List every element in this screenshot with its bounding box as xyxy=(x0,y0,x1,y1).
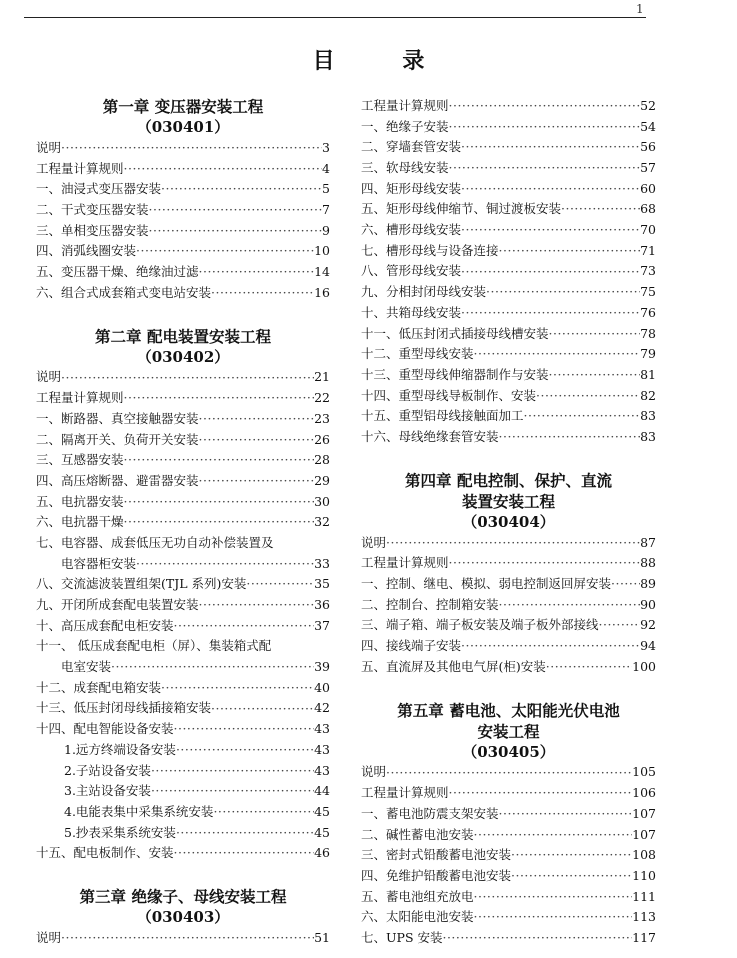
chapter-heading xyxy=(36,326,330,368)
toc-leader-dots xyxy=(386,763,632,784)
toc-entry-page: 81 xyxy=(640,366,656,382)
toc-entry xyxy=(361,220,656,241)
toc-entry-page: 107 xyxy=(632,805,656,821)
toc-leader-dots xyxy=(174,843,315,864)
page-title: 目 录 xyxy=(312,48,455,74)
toc-entry-label: 5.抄表采集系统安装 xyxy=(64,824,176,840)
toc-entry xyxy=(361,241,656,262)
toc-entry-page: 108 xyxy=(632,847,656,863)
toc-entry-label: 十二、重型母线安装 xyxy=(361,346,474,362)
header-rule xyxy=(24,17,646,18)
toc-entry-page: 51 xyxy=(314,929,330,945)
toc-leader-dots xyxy=(499,595,641,616)
toc-leader-dots xyxy=(111,657,314,678)
toc-entry xyxy=(36,368,330,389)
toc-entry-label: 三、软母线安装 xyxy=(361,160,449,176)
toc-entry-page: 35 xyxy=(314,576,330,592)
toc-entry-page: 43 xyxy=(314,721,330,737)
toc-entry-label: 三、单相变压器安装 xyxy=(36,222,149,238)
toc-entry xyxy=(361,636,656,657)
section-gap xyxy=(361,689,656,700)
toc-entry xyxy=(361,553,656,574)
toc-leader-dots xyxy=(524,406,641,427)
toc-entry xyxy=(361,262,656,283)
toc-entry-page: 26 xyxy=(314,431,330,447)
toc-entry-page: 28 xyxy=(314,452,330,468)
toc-entry-label: 十四、配电智能设备安装 xyxy=(36,721,174,737)
chapter-title-cont: 装置安装工程 xyxy=(461,491,555,511)
toc-entry-page: 45 xyxy=(314,803,330,819)
toc-leader-dots xyxy=(151,781,314,802)
toc-entry-page: 76 xyxy=(640,304,656,320)
toc-entry xyxy=(361,117,656,138)
toc-entry-page: 44 xyxy=(314,783,330,799)
toc-entry-page: 107 xyxy=(632,826,656,842)
toc-entry xyxy=(361,344,656,365)
toc-entry-label: 十四、重型母线导板制作、安装 xyxy=(361,387,537,403)
toc-subentry xyxy=(36,761,330,782)
toc-entry-page: 68 xyxy=(640,201,656,217)
toc-entry-page: 75 xyxy=(640,284,656,300)
toc-entry-label: 3.主站设备安装 xyxy=(64,783,151,799)
section-gap xyxy=(36,304,330,315)
toc-entry-label: 九、开闭所成套配电装置安装 xyxy=(36,597,199,613)
toc-leader-dots xyxy=(161,678,314,699)
toc-entry-label: 二、碱性蓄电池安装 xyxy=(361,826,474,842)
chapter-heading xyxy=(361,470,656,533)
toc-leader-dots xyxy=(176,740,314,761)
toc-leader-dots xyxy=(549,324,641,345)
toc-entry-page: 14 xyxy=(314,264,330,280)
toc-entry xyxy=(36,554,330,575)
toc-leader-dots xyxy=(449,158,641,179)
toc-entry-page: 22 xyxy=(314,390,330,406)
toc-entry-label: 二、干式变压器安装 xyxy=(36,202,149,218)
toc-leader-dots xyxy=(461,220,640,241)
toc-entry-label: 说明 xyxy=(36,139,62,155)
toc-entry xyxy=(361,282,656,303)
chapter-heading xyxy=(36,886,330,928)
toc-entry-label: 一、油浸式变压器安装 xyxy=(36,181,162,197)
toc-leader-dots xyxy=(449,553,641,574)
toc-leader-dots xyxy=(161,179,322,200)
toc-entry-page: 71 xyxy=(640,242,656,258)
toc-entry-label: 七、UPS 安装 xyxy=(361,929,443,945)
toc-entry xyxy=(361,365,656,386)
toc-leader-dots xyxy=(461,262,640,283)
toc-entry xyxy=(36,719,330,740)
toc-entry-label: 说明 xyxy=(36,369,62,385)
toc-leader-dots xyxy=(61,928,314,949)
toc-entry xyxy=(361,533,656,554)
toc-entry xyxy=(361,303,656,324)
toc-leader-dots xyxy=(149,221,323,242)
toc-entry xyxy=(361,158,656,179)
toc-entry-page: 100 xyxy=(632,658,656,674)
section-gap xyxy=(361,448,656,459)
toc-leader-dots xyxy=(474,825,633,846)
toc-leader-dots xyxy=(499,241,641,262)
toc-leader-dots xyxy=(213,802,314,823)
toc-entry-label: 十五、重型铝母线接触面加工 xyxy=(361,408,524,424)
section-gap xyxy=(361,678,656,689)
toc-entry-label: 四、矩形母线安装 xyxy=(361,180,462,196)
toc-entry-label: 说明 xyxy=(36,929,62,945)
toc-entry-label: 五、电抗器安装 xyxy=(36,493,124,509)
toc-subentry xyxy=(36,740,330,761)
toc-leader-dots xyxy=(211,699,314,720)
toc-entry-page: 52 xyxy=(640,97,656,113)
toc-entry xyxy=(361,928,656,949)
toc-entry-page: 83 xyxy=(640,428,656,444)
toc-entry xyxy=(36,471,330,492)
toc-entry-page: 42 xyxy=(314,700,330,716)
toc-entry xyxy=(36,283,330,304)
toc-entry xyxy=(361,324,656,345)
toc-entry xyxy=(361,783,656,804)
toc-leader-dots xyxy=(546,657,632,678)
toc-entry xyxy=(361,845,656,866)
toc-entry xyxy=(36,241,330,262)
toc-entry xyxy=(36,843,330,864)
toc-entry-label: 六、电抗器干燥 xyxy=(36,514,124,530)
section-gap xyxy=(36,315,330,326)
toc-entry xyxy=(361,763,656,784)
toc-entry-page: 60 xyxy=(640,180,656,196)
toc-leader-dots xyxy=(442,928,632,949)
section-gap xyxy=(36,875,330,886)
toc-entry xyxy=(361,199,656,220)
toc-leader-dots xyxy=(149,200,323,221)
toc-entry-page: 40 xyxy=(314,679,330,695)
toc-leader-dots xyxy=(474,907,633,928)
toc-leader-dots xyxy=(449,117,641,138)
chapter-title: 第五章 蓄电池、太阳能光伏电池 xyxy=(397,700,620,720)
toc-leader-dots xyxy=(61,138,322,159)
toc-entry-page: 43 xyxy=(314,762,330,778)
toc-leader-dots xyxy=(174,719,315,740)
toc-entry-label: 二、控制台、控制箱安装 xyxy=(361,596,499,612)
toc-entry-label: 十三、低压封闭母线插接箱安装 xyxy=(36,700,212,716)
toc-entry-label: 十五、配电板制作、安装 xyxy=(36,845,174,861)
toc-entry-page: 70 xyxy=(640,222,656,238)
toc-entry-page: 39 xyxy=(314,659,330,675)
toc-entry xyxy=(36,221,330,242)
toc-entry-label: 二、隔离开关、负荷开关安装 xyxy=(36,431,199,447)
toc-leader-dots xyxy=(461,137,640,158)
toc-entry-label: 九、分相封闭母线安装 xyxy=(361,284,487,300)
toc-leader-dots xyxy=(461,636,640,657)
toc-entry-page: 54 xyxy=(640,118,656,134)
chapter-code: （030404） xyxy=(462,512,555,531)
toc-entry-page: 83 xyxy=(640,408,656,424)
chapter-code: （030401） xyxy=(136,118,230,136)
toc-entry-page: 4 xyxy=(322,160,330,176)
toc-entry xyxy=(36,492,330,513)
toc-entry-label: 八、交流滤波装置组架(TJL 系列)安装 xyxy=(36,576,247,592)
toc-leader-dots xyxy=(536,386,640,407)
toc-entry-page: 89 xyxy=(640,576,656,592)
chapter-title: 第二章 配电装置安装工程 xyxy=(95,326,271,346)
toc-entry xyxy=(36,262,330,283)
toc-entry-label: 八、管形母线安装 xyxy=(361,263,462,279)
toc-entry-page: 105 xyxy=(632,764,656,780)
toc-entry xyxy=(361,887,656,908)
toc-entry xyxy=(36,409,330,430)
toc-entry-label: 十二、成套配电箱安装 xyxy=(36,679,162,695)
toc-entry-label: 工程量计算规则 xyxy=(36,390,124,406)
toc-entry xyxy=(36,699,330,720)
toc-entry-label: 十一、低压封闭式插接母线槽安装 xyxy=(361,325,549,341)
toc-entry-page: 82 xyxy=(640,387,656,403)
toc-entry-label: 一、控制、继电、模拟、弱电控制返回屏安装 xyxy=(361,576,612,592)
toc-entry-label: 二、穿墙套管安装 xyxy=(361,139,462,155)
toc-entry-page: 7 xyxy=(322,202,330,218)
toc-entry xyxy=(361,406,656,427)
toc-leader-dots xyxy=(199,430,315,451)
toc-subentry xyxy=(36,823,330,844)
toc-entry xyxy=(361,179,656,200)
toc-entry-page: 92 xyxy=(640,617,656,633)
chapter-code: （030403） xyxy=(136,908,230,926)
toc-leader-dots xyxy=(199,471,315,492)
toc-entry-page: 57 xyxy=(640,160,656,176)
toc-leader-dots xyxy=(474,344,641,365)
toc-entry xyxy=(361,825,656,846)
toc-entry xyxy=(36,657,330,678)
toc-entry-label: 工程量计算规则 xyxy=(361,97,449,113)
toc-entry-page: 94 xyxy=(640,638,656,654)
toc-leader-dots xyxy=(211,283,314,304)
chapter-title: 第三章 绝缘子、母线安装工程 xyxy=(79,887,287,906)
toc-leader-dots xyxy=(599,615,641,636)
toc-entry-page: 79 xyxy=(640,346,656,362)
toc-entry-page: 45 xyxy=(314,824,330,840)
toc-leader-dots xyxy=(199,262,315,283)
toc-entry-page: 3 xyxy=(322,139,330,155)
toc-entry-label: 4.电能表集中采集系统安装 xyxy=(64,803,214,819)
toc-entry-label: 五、变压器干燥、绝缘油过滤 xyxy=(36,264,199,280)
toc-leader-dots xyxy=(246,574,314,595)
toc-entry-label: 五、直流屏及其他电气屏(柜)安装 xyxy=(361,658,546,674)
toc-leader-dots xyxy=(386,533,640,554)
toc-entry-label: 十六、母线绝缘套管安装 xyxy=(361,428,499,444)
toc-entry-page: 90 xyxy=(640,596,656,612)
toc-entry-page: 37 xyxy=(314,617,330,633)
toc-entry-label: 电容器柜安装 xyxy=(61,555,137,571)
toc-entry xyxy=(361,137,656,158)
toc-leader-dots xyxy=(499,804,633,825)
toc-leader-dots xyxy=(549,365,641,386)
toc-entry-page: 78 xyxy=(640,325,656,341)
toc-entry-label: 十三、重型母线伸缩器制作与安装 xyxy=(361,366,549,382)
toc-subentry xyxy=(36,781,330,802)
toc-entry-label: 四、高压熔断器、避雷器安装 xyxy=(36,472,199,488)
toc-subentry xyxy=(36,802,330,823)
toc-leader-dots xyxy=(461,179,640,200)
toc-entry-page: 30 xyxy=(314,493,330,509)
toc-entry-label: 六、太阳能电池安装 xyxy=(361,909,474,925)
toc-entry-label: 一、绝缘子安装 xyxy=(361,118,449,134)
toc-entry-page: 32 xyxy=(314,514,330,530)
toc-entry-page: 88 xyxy=(640,555,656,571)
toc-entry-label: 三、互感器安装 xyxy=(36,452,124,468)
toc-entry xyxy=(361,615,656,636)
toc-entry-page: 29 xyxy=(314,472,330,488)
toc-entry-page: 110 xyxy=(632,867,656,883)
toc-entry-label: 十、高压成套配电柜安装 xyxy=(36,617,174,633)
toc-entry xyxy=(361,907,656,928)
toc-entry-label: 工程量计算规则 xyxy=(36,160,124,176)
toc-entry-label: 十、共箱母线安装 xyxy=(361,304,462,320)
toc-entry-label: 工程量计算规则 xyxy=(361,785,449,801)
toc-entry-page: 113 xyxy=(632,909,656,925)
chapter-title: 第四章 配电控制、保护、直流 xyxy=(405,470,612,490)
toc-entry-label: 六、槽形母线安装 xyxy=(361,222,462,238)
toc-entry xyxy=(36,159,330,180)
toc-entry xyxy=(36,928,330,949)
chapter-title: 第一章 变压器安装工程 xyxy=(102,97,264,116)
page-number: 1 xyxy=(636,2,644,16)
toc-leader-dots xyxy=(136,554,314,575)
toc-entry-label: 一、断路器、真空接触器安装 xyxy=(36,410,199,426)
toc-leader-dots xyxy=(449,96,641,117)
chapter-title-cont: 安装工程 xyxy=(477,721,540,741)
toc-entry xyxy=(36,512,330,533)
toc-entry-page: 21 xyxy=(314,369,330,385)
toc-leader-dots xyxy=(124,388,315,409)
toc-entry-page: 56 xyxy=(640,139,656,155)
toc-right-column xyxy=(361,96,656,949)
toc-leader-dots xyxy=(124,492,315,513)
toc-entry xyxy=(36,179,330,200)
toc-entry-page: 46 xyxy=(314,845,330,861)
toc-entry-label: 三、密封式铅酸蓄电池安装 xyxy=(361,847,512,863)
toc-leader-dots xyxy=(449,783,633,804)
toc-entry xyxy=(36,616,330,637)
toc-entry-page: 36 xyxy=(314,597,330,613)
toc-entry-label: 说明 xyxy=(361,534,387,550)
toc-entry-label: 四、接线端子安装 xyxy=(361,638,462,654)
toc-entry xyxy=(361,804,656,825)
chapter-code: （030405） xyxy=(462,742,555,761)
toc-entry xyxy=(361,386,656,407)
toc-entry xyxy=(36,138,330,159)
toc-entry-page: 33 xyxy=(314,555,330,571)
toc-entry-label: 三、端子箱、端子板安装及端子板外部接线 xyxy=(361,617,599,633)
toc-leader-dots xyxy=(611,574,640,595)
toc-entry-label: 1.远方终端设备安装 xyxy=(64,741,176,757)
toc-entry-page: 5 xyxy=(322,181,330,197)
toc-entry-page: 9 xyxy=(322,222,330,238)
section-gap xyxy=(36,864,330,875)
toc-leader-dots xyxy=(199,595,315,616)
toc-leader-dots xyxy=(561,199,640,220)
toc-entry xyxy=(361,96,656,117)
toc-entry xyxy=(361,574,656,595)
toc-leader-dots xyxy=(124,512,315,533)
toc-entry xyxy=(361,657,656,678)
toc-entry-page: 117 xyxy=(632,929,656,945)
toc-leader-dots xyxy=(176,823,314,844)
toc-leader-dots xyxy=(124,159,323,180)
toc-entry-label: 2.子站设备安装 xyxy=(64,762,151,778)
toc-entry-page: 10 xyxy=(314,243,330,259)
chapter-heading xyxy=(361,700,656,763)
toc-leader-dots xyxy=(136,241,314,262)
toc-leader-dots xyxy=(199,409,315,430)
chapter-code: （030402） xyxy=(136,347,230,366)
toc-entry xyxy=(361,427,656,448)
toc-entry xyxy=(36,388,330,409)
toc-entry-label: 五、蓄电池组充放电 xyxy=(361,888,474,904)
toc-entry-line1: 七、电容器、成套低压无功自动补偿装置及 xyxy=(36,535,274,550)
toc-entry xyxy=(36,200,330,221)
toc-entry-label: 工程量计算规则 xyxy=(361,555,449,571)
toc-leader-dots xyxy=(461,303,640,324)
toc-leader-dots xyxy=(486,282,640,303)
toc-entry xyxy=(36,574,330,595)
toc-leader-dots xyxy=(61,368,314,389)
toc-entry-label: 七、槽形母线与设备连接 xyxy=(361,242,499,258)
toc-entry xyxy=(36,430,330,451)
toc-entry-page: 87 xyxy=(640,534,656,550)
toc-leader-dots xyxy=(474,887,633,908)
section-gap xyxy=(361,459,656,470)
toc-leader-dots xyxy=(499,427,641,448)
toc-entry xyxy=(36,595,330,616)
toc-entry xyxy=(361,866,656,887)
toc-leader-dots xyxy=(151,761,314,782)
toc-entry xyxy=(361,595,656,616)
toc-entry-label: 六、组合式成套箱式变电站安装 xyxy=(36,284,212,300)
toc-entry-label: 四、消弧线圈安装 xyxy=(36,243,137,259)
toc-entry-line1: 十一、 低压成套配电柜（屏）、集装箱式配 xyxy=(36,638,272,654)
toc-entry xyxy=(36,678,330,699)
chapter-heading xyxy=(36,96,330,138)
toc-entry-label: 五、矩形母线伸缩节、铜过渡板安装 xyxy=(361,201,562,217)
toc-entry-label: 一、蓄电池防震支架安装 xyxy=(361,805,499,821)
toc-leader-dots xyxy=(511,866,632,887)
toc-entry-page: 23 xyxy=(314,410,330,426)
toc-entry-label: 四、免维护铅酸蓄电池安装 xyxy=(361,867,512,883)
toc-entry-label: 说明 xyxy=(361,764,387,780)
toc-entry-label: 电室安装 xyxy=(61,659,112,675)
toc-entry-page: 43 xyxy=(314,741,330,757)
toc-left-column xyxy=(36,96,330,949)
toc-leader-dots xyxy=(511,845,632,866)
toc-entry-page: 106 xyxy=(632,785,656,801)
toc-entry-page: 111 xyxy=(632,888,656,904)
toc-entry-page: 16 xyxy=(314,284,330,300)
toc-leader-dots xyxy=(124,450,315,471)
toc-leader-dots xyxy=(174,616,315,637)
toc-entry xyxy=(36,450,330,471)
toc-entry-page: 73 xyxy=(640,263,656,279)
